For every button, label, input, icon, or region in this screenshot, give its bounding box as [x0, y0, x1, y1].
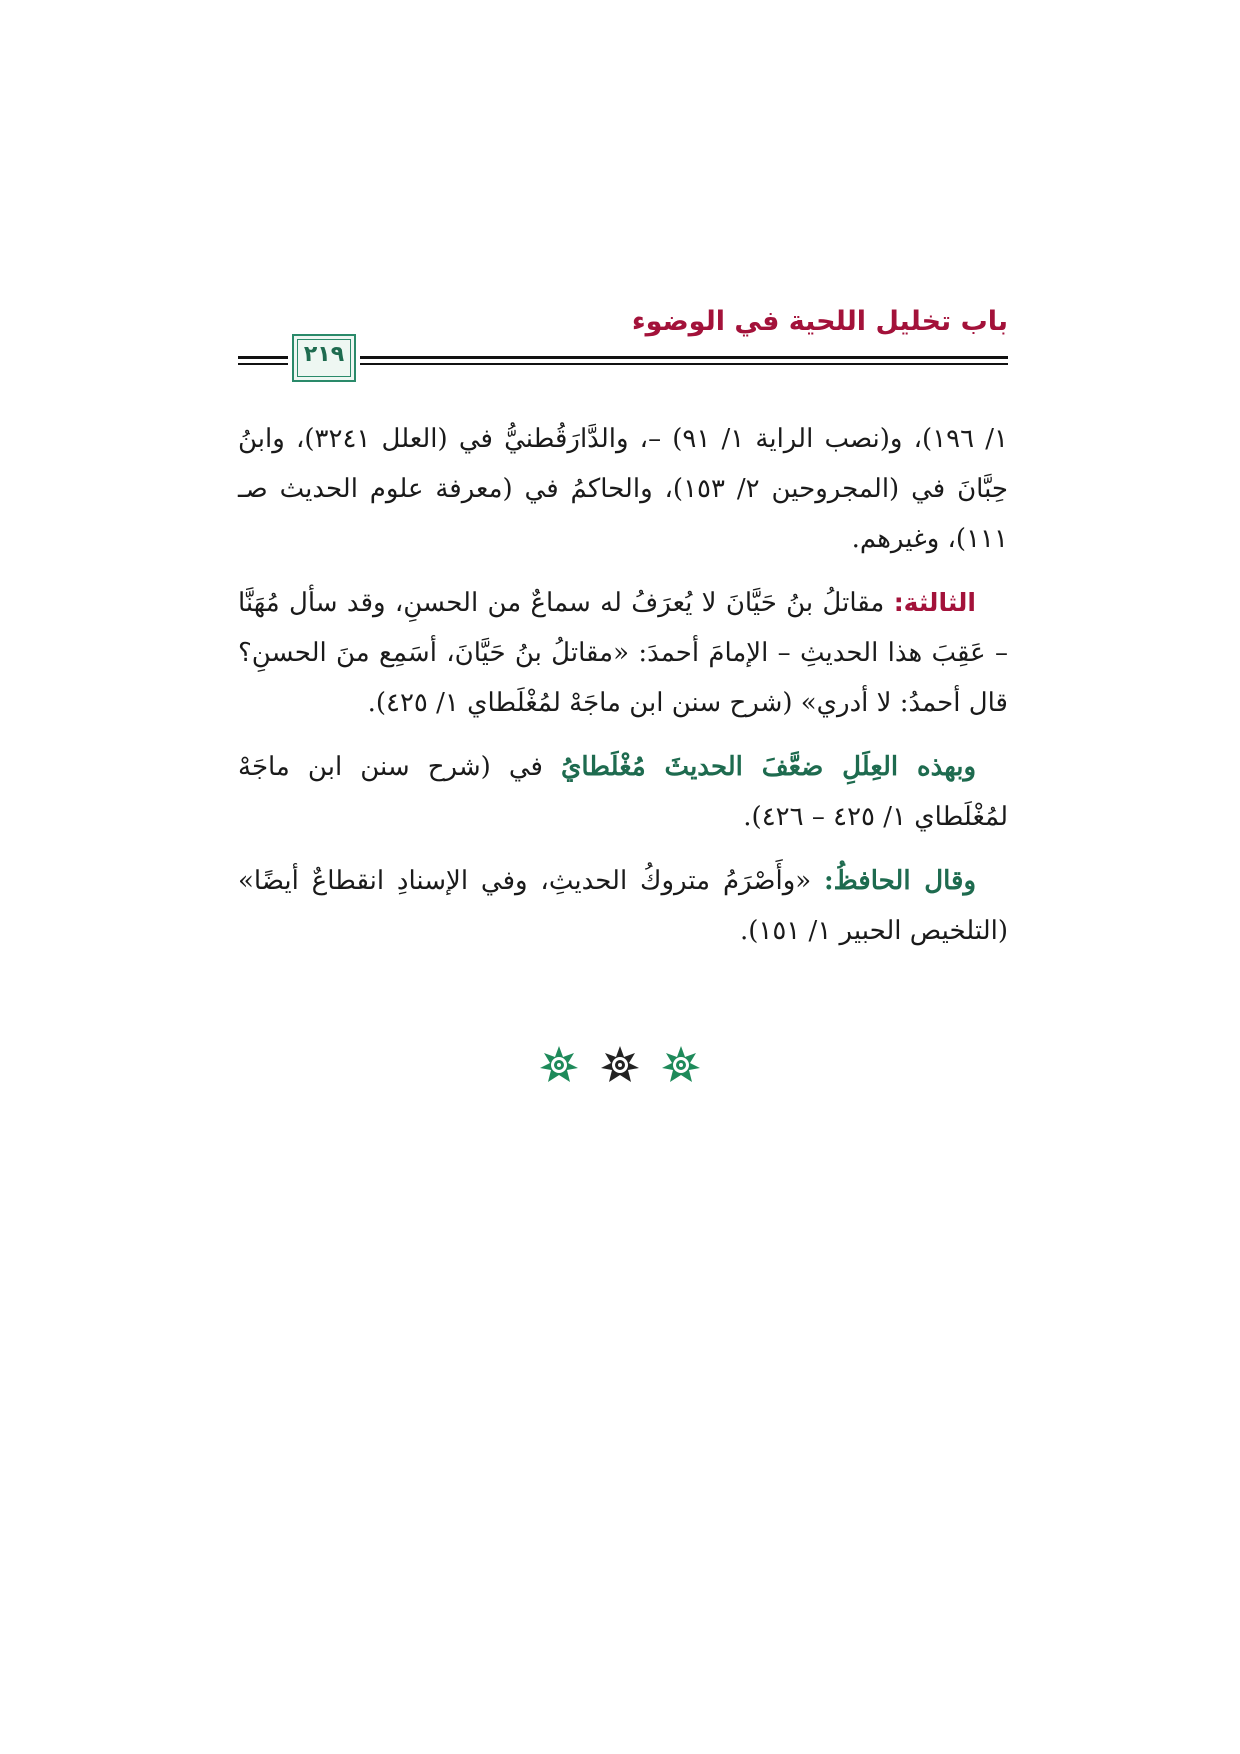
header-rule [360, 363, 1008, 365]
paragraph [238, 578, 1008, 728]
page-number-frame [292, 334, 356, 382]
paragraph [238, 742, 1008, 842]
paragraph [238, 414, 1008, 564]
section-end-ornaments [0, 1045, 1240, 1095]
star-ornament-icon [661, 1045, 701, 1085]
star-ornament-icon [600, 1045, 640, 1085]
body-text [238, 414, 1008, 970]
paragraph-text: مقاتلُ بنُ حَيَّانَ لا يُعرَفُ له سماعٌ من الحسنِ، وقد سأل مُهَنَّا – عَقِبَ هذا الحديثِ – الإمامَ أحمدَ: «مقاتلُ بنُ حَيَّانَ، أسَمِع منَ الحسنِ؟ قال أحمدُ: لا أدري» (شرح سنن ابن ماجَهْ لمُغْلَطاي ١/ ٤٢٥). [238, 588, 1008, 718]
paragraph-text: «وأَصْرَمُ متروكُ الحديثِ، وفي الإسنادِ انقطاعٌ أيضًا» (التلخيص الحبير ١/ ١٥١). [238, 866, 1008, 946]
paragraph-lead: الثالثة: [893, 588, 976, 617]
header-rule [238, 363, 288, 365]
page-header [238, 306, 1008, 386]
page-number: ٢١٩ [303, 342, 345, 367]
paragraph-lead: وبهذه العِلَلِ ضعَّفَ الحديثَ مُغْلَطايُ [561, 752, 977, 782]
star-ornament-icon [539, 1045, 579, 1085]
paragraph-text: ١/ ١٩٦)، و(نصب الراية ١/ ٩١) –، والدَّارَقُطنيُّ في (العلل ٣٢٤١)، وابنُ حِبَّانَ في (المجروحين ٢/ ١٥٣)، والحاكمُ في (معرفة علوم الحديث صـ ١١١)، وغيرهم. [238, 424, 1009, 554]
running-title: باب تخليل اللحية في الوضوء [631, 306, 1008, 337]
paragraph-text: في (شرح سنن ابن ماجَهْ لمُغْلَطاي ١/ ٤٢٥ – ٤٢٦). [238, 752, 1008, 832]
paragraph-lead: وقال الحافظُ: [824, 866, 977, 896]
header-rule [360, 356, 1008, 359]
header-rule [238, 356, 288, 359]
paragraph [238, 856, 1008, 956]
